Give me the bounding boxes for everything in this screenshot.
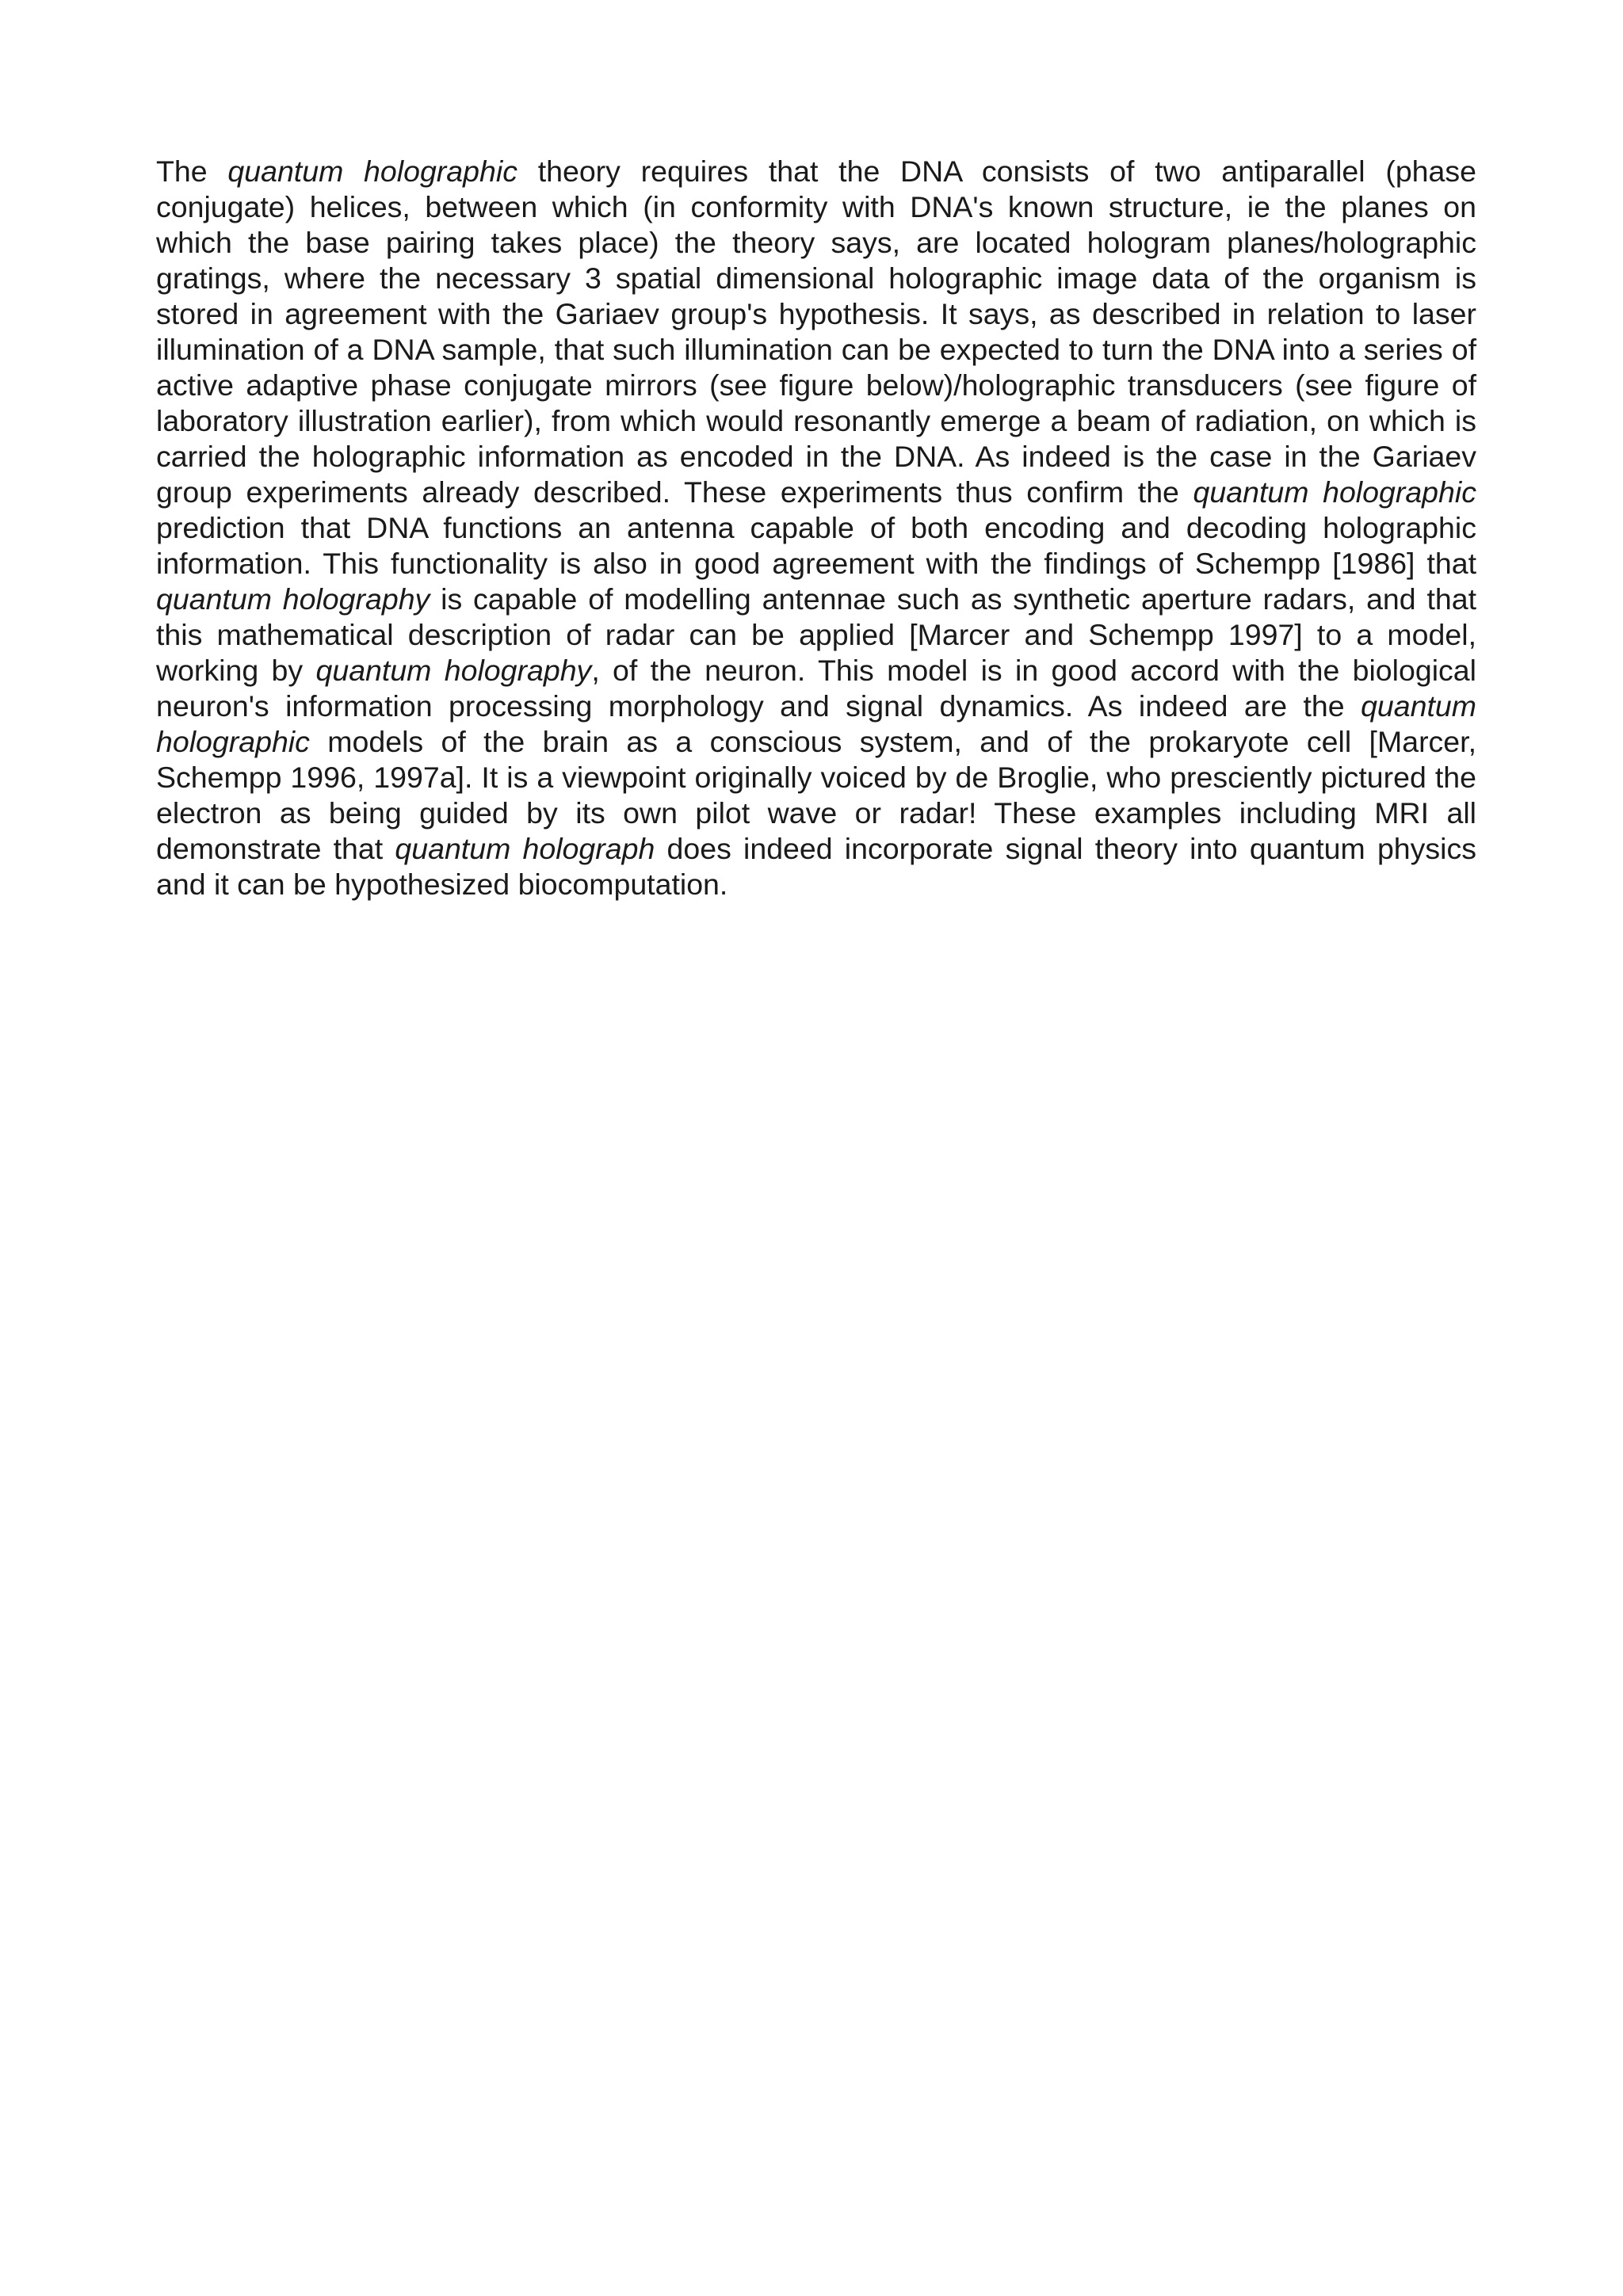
italic-term: quantum holographic	[1193, 475, 1476, 509]
text-segment: prediction that DNA functions an antenna capable of both encoding and decoding holographic information. This functionality is also in good agreement with the findings of Schempp [1986] that	[156, 511, 1476, 580]
text-segment: models of the brain as a conscious system, and of the prokaryote cell [Marcer, Schempp 1996, 1997a]. It is a viewpoint originally voiced by de Broglie, who presciently pictured the electron as being guided by its own pilot wave or radar! These examples including MRI all demonstrate that	[156, 725, 1476, 865]
text-segment: is capable of modelling antennae such as synthetic aperture radars, and that this mathematical description of radar can be applied [Marcer and Schempp 1997] to a model, working by	[156, 582, 1476, 687]
text-segment: , of the neuron. This model is in good accord with the biological neuron's information processing morphology and signal dynamics. As indeed are the	[156, 654, 1476, 723]
italic-term: quantum holographic	[227, 154, 517, 188]
text-segment: does indeed incorporate signal theory into quantum physics and it can be hypothesized biocomputation.	[156, 832, 1476, 901]
italic-term: quantum holographic	[156, 689, 1476, 758]
text-segment: theory requires that the DNA consists of two antiparallel (phase conjugate) helices, between which (in conformity with DNA's known structure, ie the planes on which the base pairing takes place) the theory says, are located hologram planes/holographic gratings, where the necessary 3 spatial dimensional holographic image data of the organism is stored in agreement with the Gariaev group's hypothesis. It says, as described in relation to laser illumination of a DNA sample, that such illumination can be expected to turn the DNA into a series of active adaptive phase conjugate mirrors (see figure below)/holographic transducers (see figure of laboratory illustration earlier), from which would resonantly emerge a beam of radiation, on which is carried the holographic information as encoded in the DNA. As indeed is the case in the Gariaev group experiments already described. These experiments thus confirm the	[156, 154, 1477, 509]
italic-term: quantum holography	[156, 582, 430, 616]
italic-term: quantum holograph	[395, 832, 655, 865]
italic-term: quantum holography	[315, 654, 592, 687]
text-segment: The	[156, 154, 228, 188]
body-paragraph	[156, 154, 1476, 902]
